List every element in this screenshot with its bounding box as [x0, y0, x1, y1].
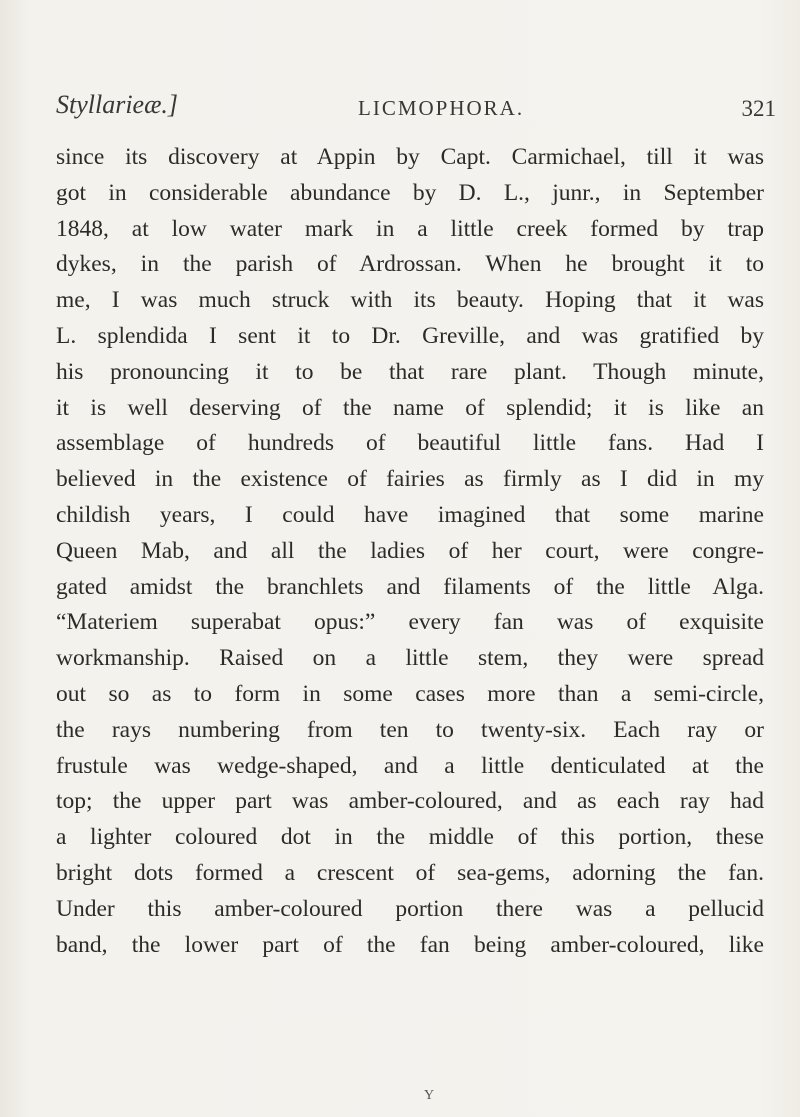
text-line: believed in the existence of fairies as firmly as I did in my	[56, 466, 764, 493]
text-line: gated amidst the branchlets and filaments of the little Alga.	[56, 573, 764, 600]
text-line: 1848, at low water mark in a little creek formed by trap	[56, 215, 764, 242]
text-line: it is well deserving of the name of splendid; it is like an	[56, 394, 764, 421]
text-line: got in considerable abundance by D. L., junr., in September	[56, 179, 764, 206]
body-text	[56, 140, 764, 963]
text-line: the rays numbering from ten to twenty-six. Each ray or	[56, 716, 764, 743]
running-head-section: Styllarieæ.]	[56, 90, 179, 119]
page-number: 321	[741, 96, 776, 121]
text-line: L. splendida I sent it to Dr. Greville, and was gratified by	[56, 322, 764, 349]
text-line: since its discovery at Appin by Capt. Carmichael, till it was	[56, 144, 764, 170]
text-line: dykes, in the parish of Ardrossan. When he brought it to	[56, 251, 764, 278]
signature-mark: Y	[424, 1088, 435, 1103]
text-line: his pronouncing it to be that rare plant. Though minute,	[56, 358, 764, 385]
text-line: Under this amber-coloured portion there was a pellucid	[56, 895, 764, 922]
text-line: top; the upper part was amber-coloured, and as each ray had	[56, 788, 764, 815]
text-line: childish years, I could have imagined that some marine	[56, 501, 764, 528]
text-line: out so as to form in some cases more than a semi-circle,	[56, 680, 764, 707]
text-line: a lighter coloured dot in the middle of this portion, these	[56, 824, 764, 851]
running-head-title: LICMOPHORA.	[358, 96, 525, 120]
running-head	[56, 86, 776, 126]
text-line: “Materiem superabat opus:” every fan was of exquisite	[56, 609, 764, 636]
text-line: me, I was much struck with its beauty. Hoping that it was	[56, 287, 764, 314]
text-line: workmanship. Raised on a little stem, they were spread	[56, 645, 764, 672]
text-line: assemblage of hundreds of beautiful little fans. Had I	[56, 430, 764, 457]
text-line: frustule was wedge-shaped, and a little denticulated at the	[56, 752, 764, 779]
text-line: band, the lower part of the fan being amber-coloured, like	[56, 931, 764, 958]
text-line: Queen Mab, and all the ladies of her court, were congre-	[56, 537, 764, 564]
text-line: bright dots formed a crescent of sea-gems, adorning the fan.	[56, 859, 764, 886]
